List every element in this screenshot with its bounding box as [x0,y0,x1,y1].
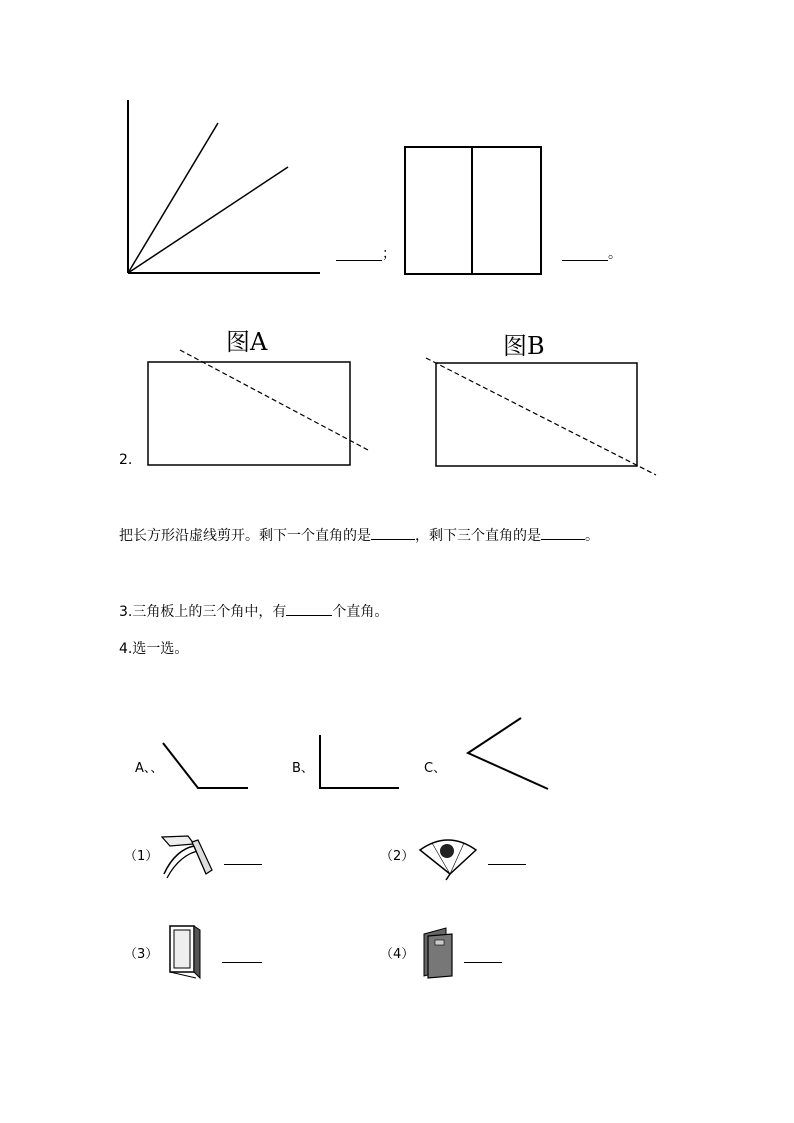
answer-blank-q1b[interactable] [562,248,608,261]
angle-rays-figure [120,95,320,275]
q2-question-text [119,527,599,543]
figure-b-rectangle-cut [420,350,660,480]
item-2-label: （2） [380,849,415,864]
option-a-label: A、、 [135,761,164,776]
q4-title: 4.选一选。 [119,641,189,657]
answer-blank-item-4[interactable] [464,950,502,963]
q3-question-text [119,603,388,619]
item-1-label: （1） [124,849,159,864]
q2-text-before: 把长方形沿虚线剪开。剩下一个直角的是 [119,528,371,544]
option-c-label: C、 [424,761,447,776]
option-b-right-angle [318,733,403,793]
figure-b-label: 图B [503,332,545,360]
divided-rectangle-figure [404,146,544,276]
answer-blank-q3[interactable] [286,603,332,616]
figure-a-rectangle-cut [146,350,376,460]
open-door-icon [168,924,202,980]
answer-blank-q1a[interactable] [336,248,382,261]
q2-text-middle: ，剩下三个直角的是 [415,528,541,544]
folding-fan-icon [418,834,478,882]
q3-text-after: 个直角。 [332,604,389,620]
option-a-obtuse-angle [160,740,250,800]
item-3-label: （3） [124,947,159,962]
book-icon [420,926,456,980]
q1-end-mark: 。 [608,246,622,262]
item-4-label: （4） [380,947,415,962]
answer-blank-q2a[interactable] [371,527,415,540]
option-c-acute-angle [464,715,554,795]
answer-blank-q2b[interactable] [541,527,585,540]
open-box-lid-icon [158,834,214,880]
answer-blank-item-1[interactable] [224,852,262,865]
answer-blank-item-3[interactable] [222,950,262,963]
q3-text-before: 3.三角板上的三个角中，有 [119,604,287,620]
option-b-label: B、 [292,761,314,776]
figure-a-label: 图A [226,328,268,356]
q1-separator: ； [382,246,396,262]
q2-number: 2. [119,452,133,468]
q2-text-end: 。 [585,528,599,544]
answer-blank-item-2[interactable] [488,852,526,865]
